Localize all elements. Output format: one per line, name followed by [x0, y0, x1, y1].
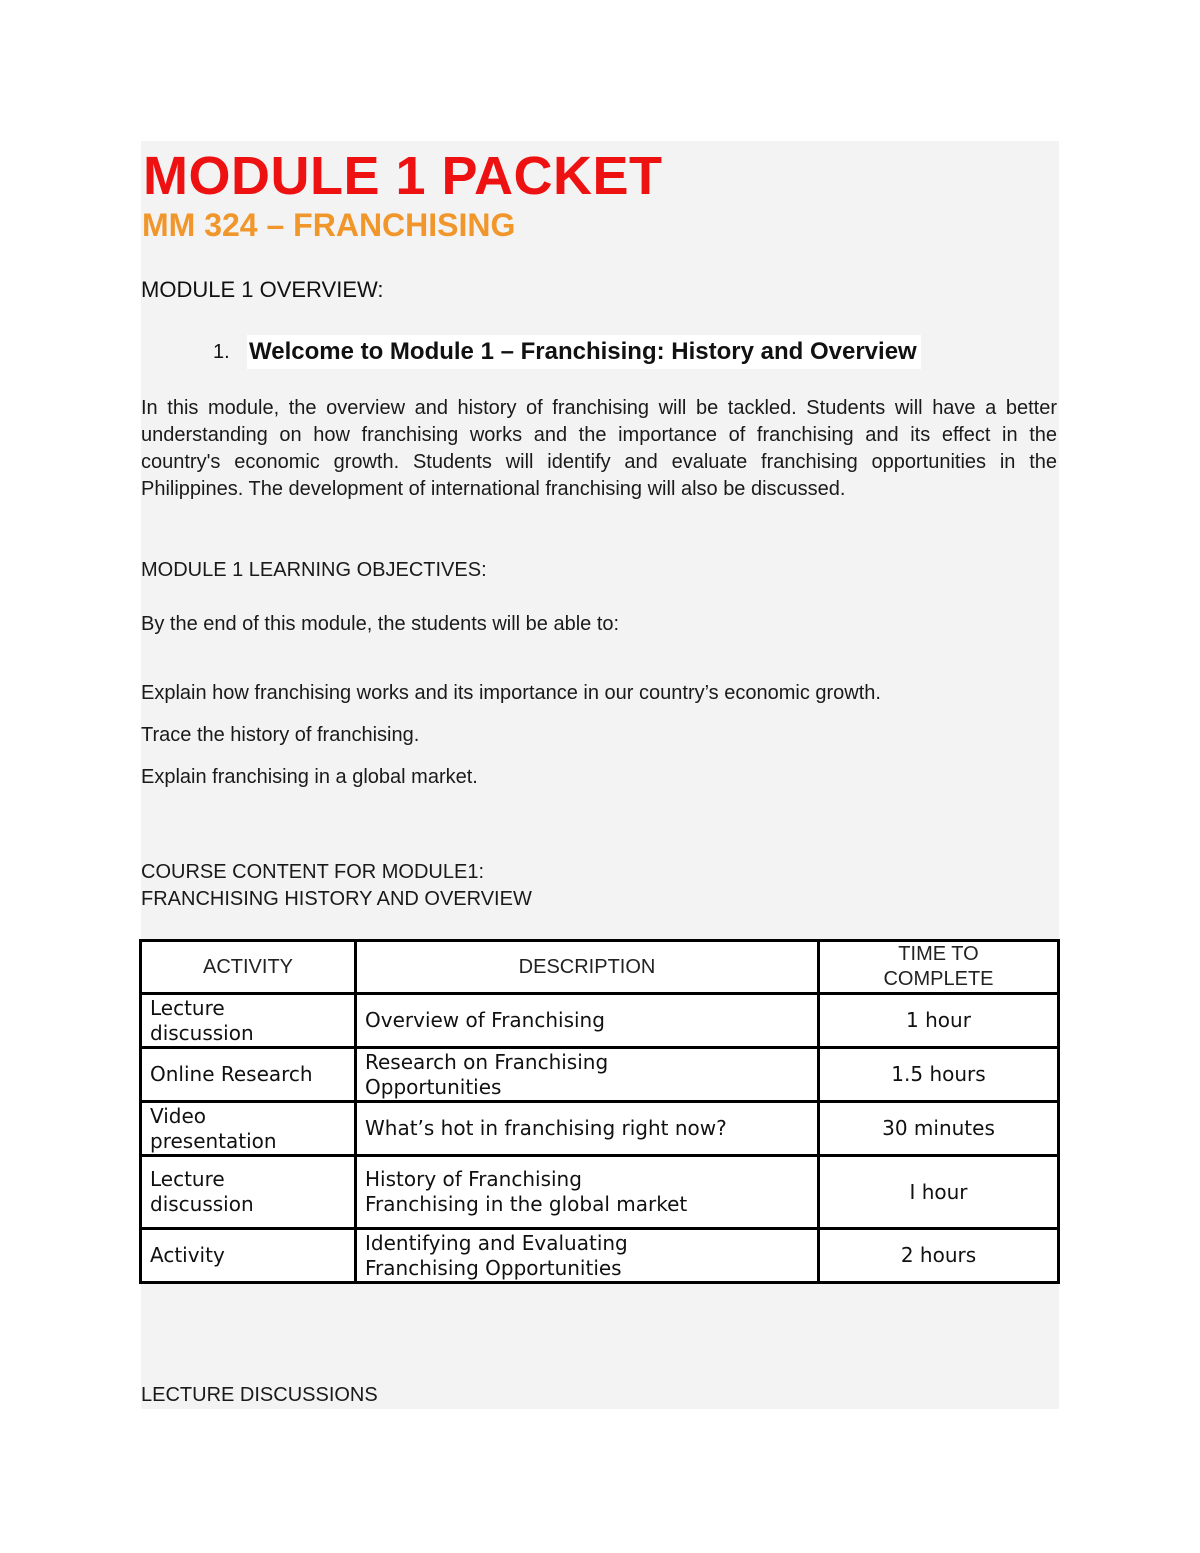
welcome-heading: Welcome to Module 1 – Franchising: History and Overview	[247, 335, 921, 369]
activity-cell	[141, 994, 356, 1048]
activity-line: presentation	[150, 1128, 277, 1153]
time-cell: 1.5 hours	[819, 1048, 1059, 1102]
objective-item: Explain franchising in a global market.	[141, 766, 478, 788]
activity-cell	[141, 1156, 356, 1229]
table-row	[141, 1229, 1059, 1283]
table-row	[141, 994, 1059, 1048]
description-line: Identifying and Evaluating	[365, 1230, 628, 1255]
table-row	[141, 1102, 1059, 1156]
activity-line: discussion	[150, 1192, 254, 1216]
description-cell	[356, 1156, 819, 1229]
table-row	[141, 1156, 1059, 1229]
time-cell: I hour	[819, 1156, 1059, 1229]
list-number: 1.	[213, 340, 230, 363]
objectives-heading: MODULE 1 LEARNING OBJECTIVES:	[141, 559, 487, 581]
description-cell	[356, 994, 819, 1048]
table-row	[141, 1048, 1059, 1102]
activity-line: Video	[150, 1103, 207, 1128]
document-page	[141, 141, 1059, 1409]
course-content-table	[139, 939, 1060, 1284]
activity-line: discussion	[150, 1020, 254, 1045]
document-subtitle: MM 324 – FRANCHISING	[142, 207, 516, 243]
description-line: History of Franchising	[365, 1167, 582, 1191]
description-cell	[356, 1102, 819, 1156]
time-cell: 30 minutes	[819, 1102, 1059, 1156]
lecture-discussions-heading: LECTURE DISCUSSIONS	[141, 1384, 378, 1406]
course-content-heading: COURSE CONTENT FOR MODULE1:	[141, 861, 484, 883]
activity-cell	[141, 1102, 356, 1156]
description-cell	[356, 1048, 819, 1102]
time-cell: 1 hour	[819, 994, 1059, 1048]
description-line: Franchising Opportunities	[365, 1255, 622, 1280]
welcome-list-item	[213, 335, 921, 369]
document-title: MODULE 1 PACKET	[143, 146, 663, 206]
objective-item: Trace the history of franchising.	[141, 724, 420, 746]
activity-line: Lecture	[150, 995, 225, 1020]
description-line: Research on Franchising	[365, 1049, 609, 1074]
course-content-subheading: FRANCHISING HISTORY AND OVERVIEW	[141, 888, 532, 910]
table-header-row	[141, 941, 1059, 994]
activity-cell	[141, 1048, 356, 1102]
header-time-line: TIME TO	[898, 943, 979, 965]
description-line: What’s hot in franchising right now?	[365, 1116, 727, 1140]
header-time-line: COMPLETE	[883, 968, 994, 990]
description-line: Opportunities	[365, 1074, 502, 1099]
description-line: Franchising in the global market	[365, 1192, 688, 1216]
header-description: DESCRIPTION	[356, 941, 819, 994]
header-time-to-complete	[819, 941, 1059, 994]
activity-line: Activity	[150, 1243, 225, 1267]
activity-line: Online Research	[150, 1062, 313, 1086]
time-cell: 2 hours	[819, 1229, 1059, 1283]
description-cell	[356, 1229, 819, 1283]
intro-paragraph: In this module, the overview and history of franchising will be tackled. Students will have a better understanding on how franchising works and the importance of franchising and its effect in the country's economic growth. Students will identify and evaluate franchising opportunities in the Philippines. The development of international franchising will also be discussed.	[141, 397, 1057, 500]
overview-heading: MODULE 1 OVERVIEW:	[141, 277, 384, 302]
objectives-intro: By the end of this module, the students will be able to:	[141, 613, 620, 635]
activity-cell	[141, 1229, 356, 1283]
activity-line: Lecture	[150, 1167, 225, 1191]
objective-item: Explain how franchising works and its importance in our country’s economic growth.	[141, 682, 881, 704]
description-line: Overview of Franchising	[365, 1008, 605, 1032]
header-activity: ACTIVITY	[141, 941, 356, 994]
